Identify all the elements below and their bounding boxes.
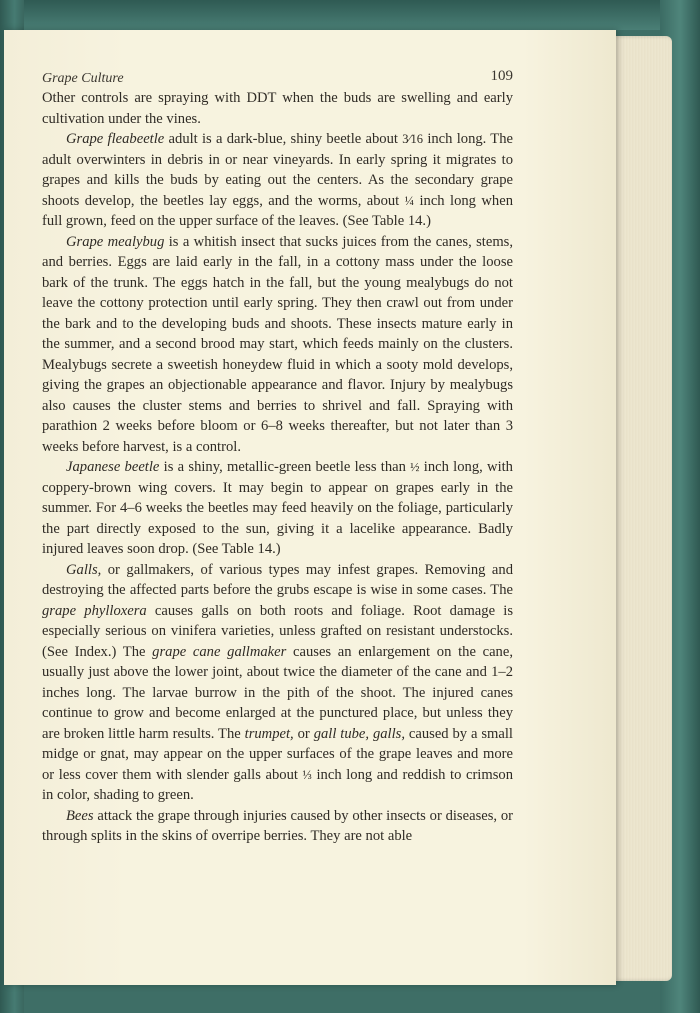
italic-term: gall tube, galls, — [313, 725, 405, 742]
paragraph-bees — [42, 806, 513, 847]
italic-term: Galls, — [66, 561, 102, 578]
paragraph-galls — [42, 560, 513, 806]
italic-term: Japanese beetle — [66, 459, 160, 475]
italic-term: grape phylloxera — [42, 602, 147, 619]
page-number: 109 — [490, 68, 513, 84]
text-run: is a shiny, metallic-green beetle less than — [159, 459, 411, 475]
italic-term: trumpet, — [244, 725, 294, 742]
text-run: inch long and reddish to crimson in color, shading to green. — [42, 766, 513, 803]
text-run: or — [293, 725, 314, 742]
paragraph-japanese-beetle — [42, 457, 513, 560]
fraction: ⅓ — [302, 767, 312, 782]
text-run: inch long. The adult overwinters in debris in or near vineyards. In early spring it migrates to grapes and kills the buds by eating out the centers. As the secondary grape shoots develop, the beetles lay eggs, and the worms, about — [42, 131, 513, 209]
italic-term: Grape mealybug — [66, 233, 165, 250]
text-run: causes galls on both roots and foliage. Root damage is especially serious on vinifera varieties, unless grafted on resistant understocks. (See Index.) The — [42, 602, 514, 660]
body-text — [42, 88, 513, 847]
text-run: inch long, with coppery-brown wing covers. It may begin to appear on grapes early in the summer. For 4–6 weeks the beetles may feed heavily on the foliage, particularly the part directly exposed to the sun, giving it a lacelike appearance. Badly injured leaves soon drop. (See Table 14.) — [42, 459, 513, 557]
fraction: ¼ — [404, 193, 415, 208]
fraction: ½ — [410, 460, 420, 474]
italic-term: Bees — [66, 807, 94, 824]
italic-term: grape cane gallmaker — [152, 643, 287, 660]
text-run: or gallmakers, of various types may infest grapes. Removing and destroying the affected parts before the grubs escape is wise in some cases. The — [42, 561, 513, 598]
text-run: is a whitish insect that sucks juices from the canes, stems, and berries. Eggs are laid early in the fall, in a cottony mass under the loose bark of the trunk. The eggs hatch in the fall, but the young mealybugs do not leave the cottony protection until early spring. They then crawl out from under the bark and to the developing buds and shoots. These insects mature early in the summer, and a second brood may start, which feeds mainly on the clusters. Mealybugs secrete a sweetish honeydew fluid in which a sooty mold develops, giving the grapes an objectionable appearance and flavor. Injury by mealybugs also causes the cluster stems and berries to shrivel and fall. Spraying with parathion 2 weeks before bloom or 6–8 weeks thereafter, but not later than 3 weeks before harvest, is a control. — [42, 233, 513, 455]
page-edges — [612, 36, 672, 981]
book-cover-top — [0, 0, 700, 30]
text-run: adult is a dark-blue, shiny beetle about — [164, 131, 403, 147]
paragraph-grape-mealybug — [42, 232, 513, 458]
paragraph-grape-fleabeetle — [42, 129, 513, 232]
fraction: 3⁄16 — [402, 132, 424, 146]
text-run: Other controls are spraying with DDT when the buds are swelling and early cultivation under the vines. — [42, 90, 513, 127]
text-run: caused by a small midge or gnat, may appear on the upper surfaces of the grape leaves and more or less cover them with slender galls about — [42, 725, 513, 783]
text-run: causes an enlargement on the cane, usually just above the lower joint, about twice the diameter of the cane and 1–2 inches long. The larvae burrow in the pith of the shoot. The injured canes continue to grow and become enlarged at the punctured place, but unless they are broken little harm results. The — [42, 643, 513, 742]
text-run: inch long when full grown, feed on the upper surface of the leaves. (See Table 14.) — [42, 192, 513, 229]
paragraph-continuation — [42, 88, 513, 129]
italic-term: Grape fleabeetle — [66, 131, 165, 147]
text-run: attack the grape through injuries caused by other insects or diseases, or through splits in the skins of overripe berries. They are not able — [42, 807, 513, 844]
running-head-title: Grape Culture — [42, 71, 124, 86]
